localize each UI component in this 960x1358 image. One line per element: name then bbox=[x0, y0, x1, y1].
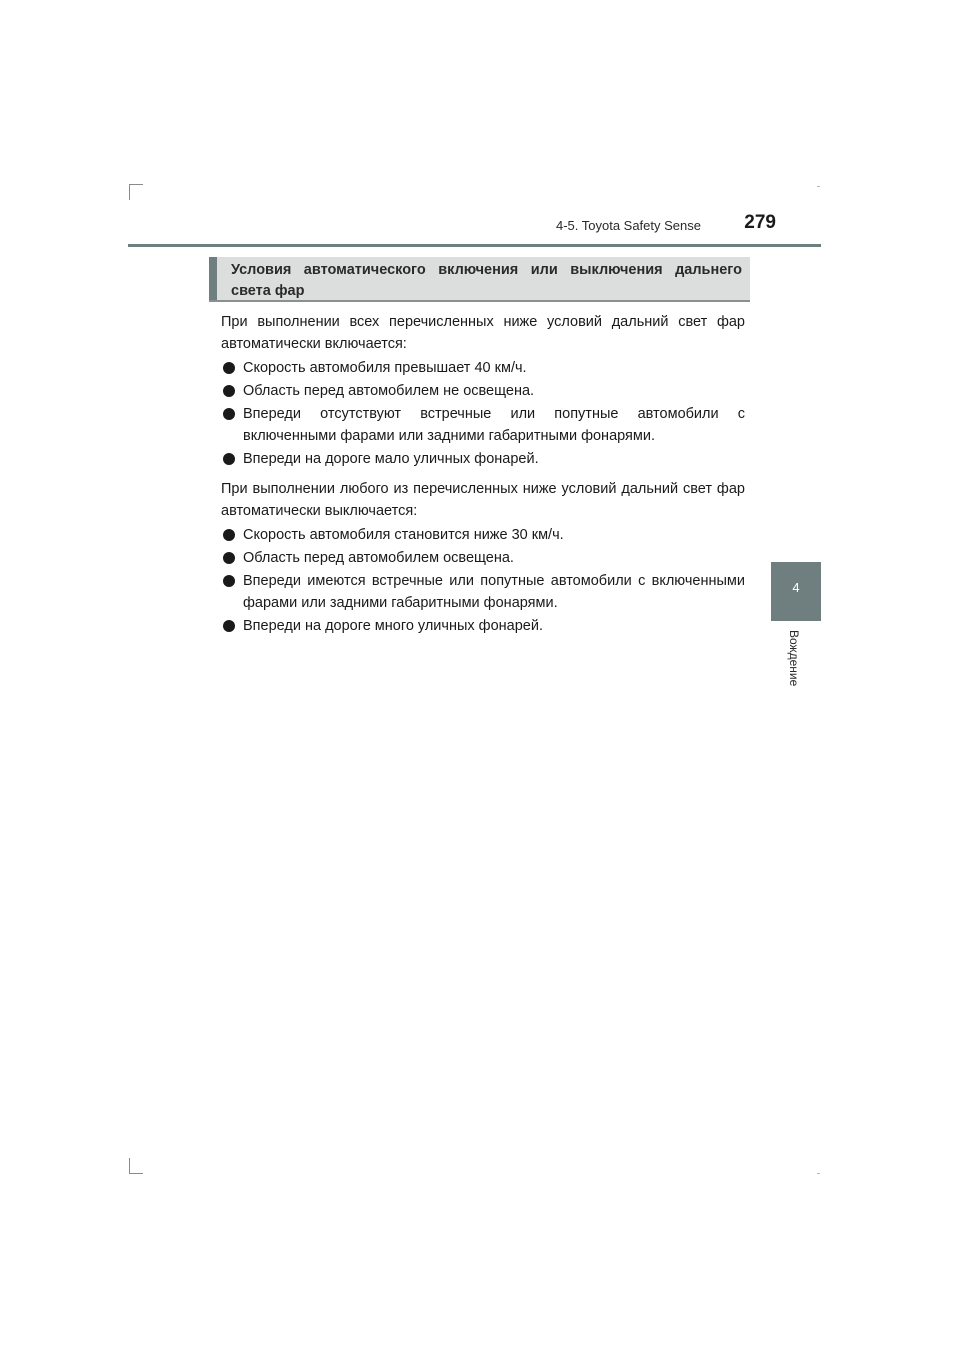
list-item: Впереди имеются встречные или попутные автомобили с включенными фарами или задними габаритными фонарями. bbox=[221, 570, 745, 614]
list-item: Впереди на дороге много уличных фонарей. bbox=[221, 615, 745, 637]
list-item: Область перед автомобилем не освещена. bbox=[221, 380, 745, 402]
list-item: Впереди отсутствуют встречные или попутные автомобили с включенными фарами или задними габаритными фонарями. bbox=[221, 403, 745, 447]
page-number: 279 bbox=[744, 212, 776, 233]
bullet-icon bbox=[223, 529, 235, 541]
bullet-icon bbox=[223, 453, 235, 465]
bullet-icon bbox=[223, 552, 235, 564]
chapter-label: Вождение bbox=[787, 630, 801, 687]
crop-mark-top-right bbox=[817, 186, 820, 187]
conditions-on-list bbox=[221, 357, 745, 470]
list-item: Впереди на дороге мало уличных фонарей. bbox=[221, 448, 745, 470]
crop-mark-bottom-right bbox=[817, 1173, 820, 1174]
bullet-icon bbox=[223, 575, 235, 587]
chapter-tab bbox=[771, 562, 821, 621]
list-item: Скорость автомобиля превышает 40 км/ч. bbox=[221, 357, 745, 379]
section-heading-underline bbox=[209, 300, 750, 302]
header-rule bbox=[128, 244, 821, 247]
list-item: Область перед автомобилем освещена. bbox=[221, 547, 745, 569]
header-section-title: 4-5. Toyota Safety Sense bbox=[555, 218, 701, 233]
bullet-icon bbox=[223, 408, 235, 420]
section-heading bbox=[209, 257, 750, 302]
conditions-off-list bbox=[221, 524, 745, 637]
section-heading-text: Условия автоматического включения или выключения дальнего света фар bbox=[231, 262, 742, 299]
crop-mark-bottom-left-horizontal bbox=[129, 1173, 143, 1174]
body-content bbox=[221, 311, 745, 645]
bullet-icon bbox=[223, 385, 235, 397]
intro-paragraph-off: При выполнении любого из перечисленных ниже условий дальний свет фар автоматически выключается: bbox=[221, 481, 745, 519]
crop-mark-top-left-vertical bbox=[129, 184, 130, 200]
bullet-icon bbox=[223, 362, 235, 374]
list-item: Скорость автомобиля становится ниже 30 км/ч. bbox=[221, 524, 745, 546]
chapter-number: 4 bbox=[792, 580, 800, 595]
intro-paragraph-on: При выполнении всех перечисленных ниже условий дальний свет фар автоматически включается: bbox=[221, 314, 745, 352]
bullet-icon bbox=[223, 620, 235, 632]
crop-mark-top-left-horizontal bbox=[129, 184, 143, 185]
crop-mark-bottom-left-vertical bbox=[129, 1158, 130, 1174]
